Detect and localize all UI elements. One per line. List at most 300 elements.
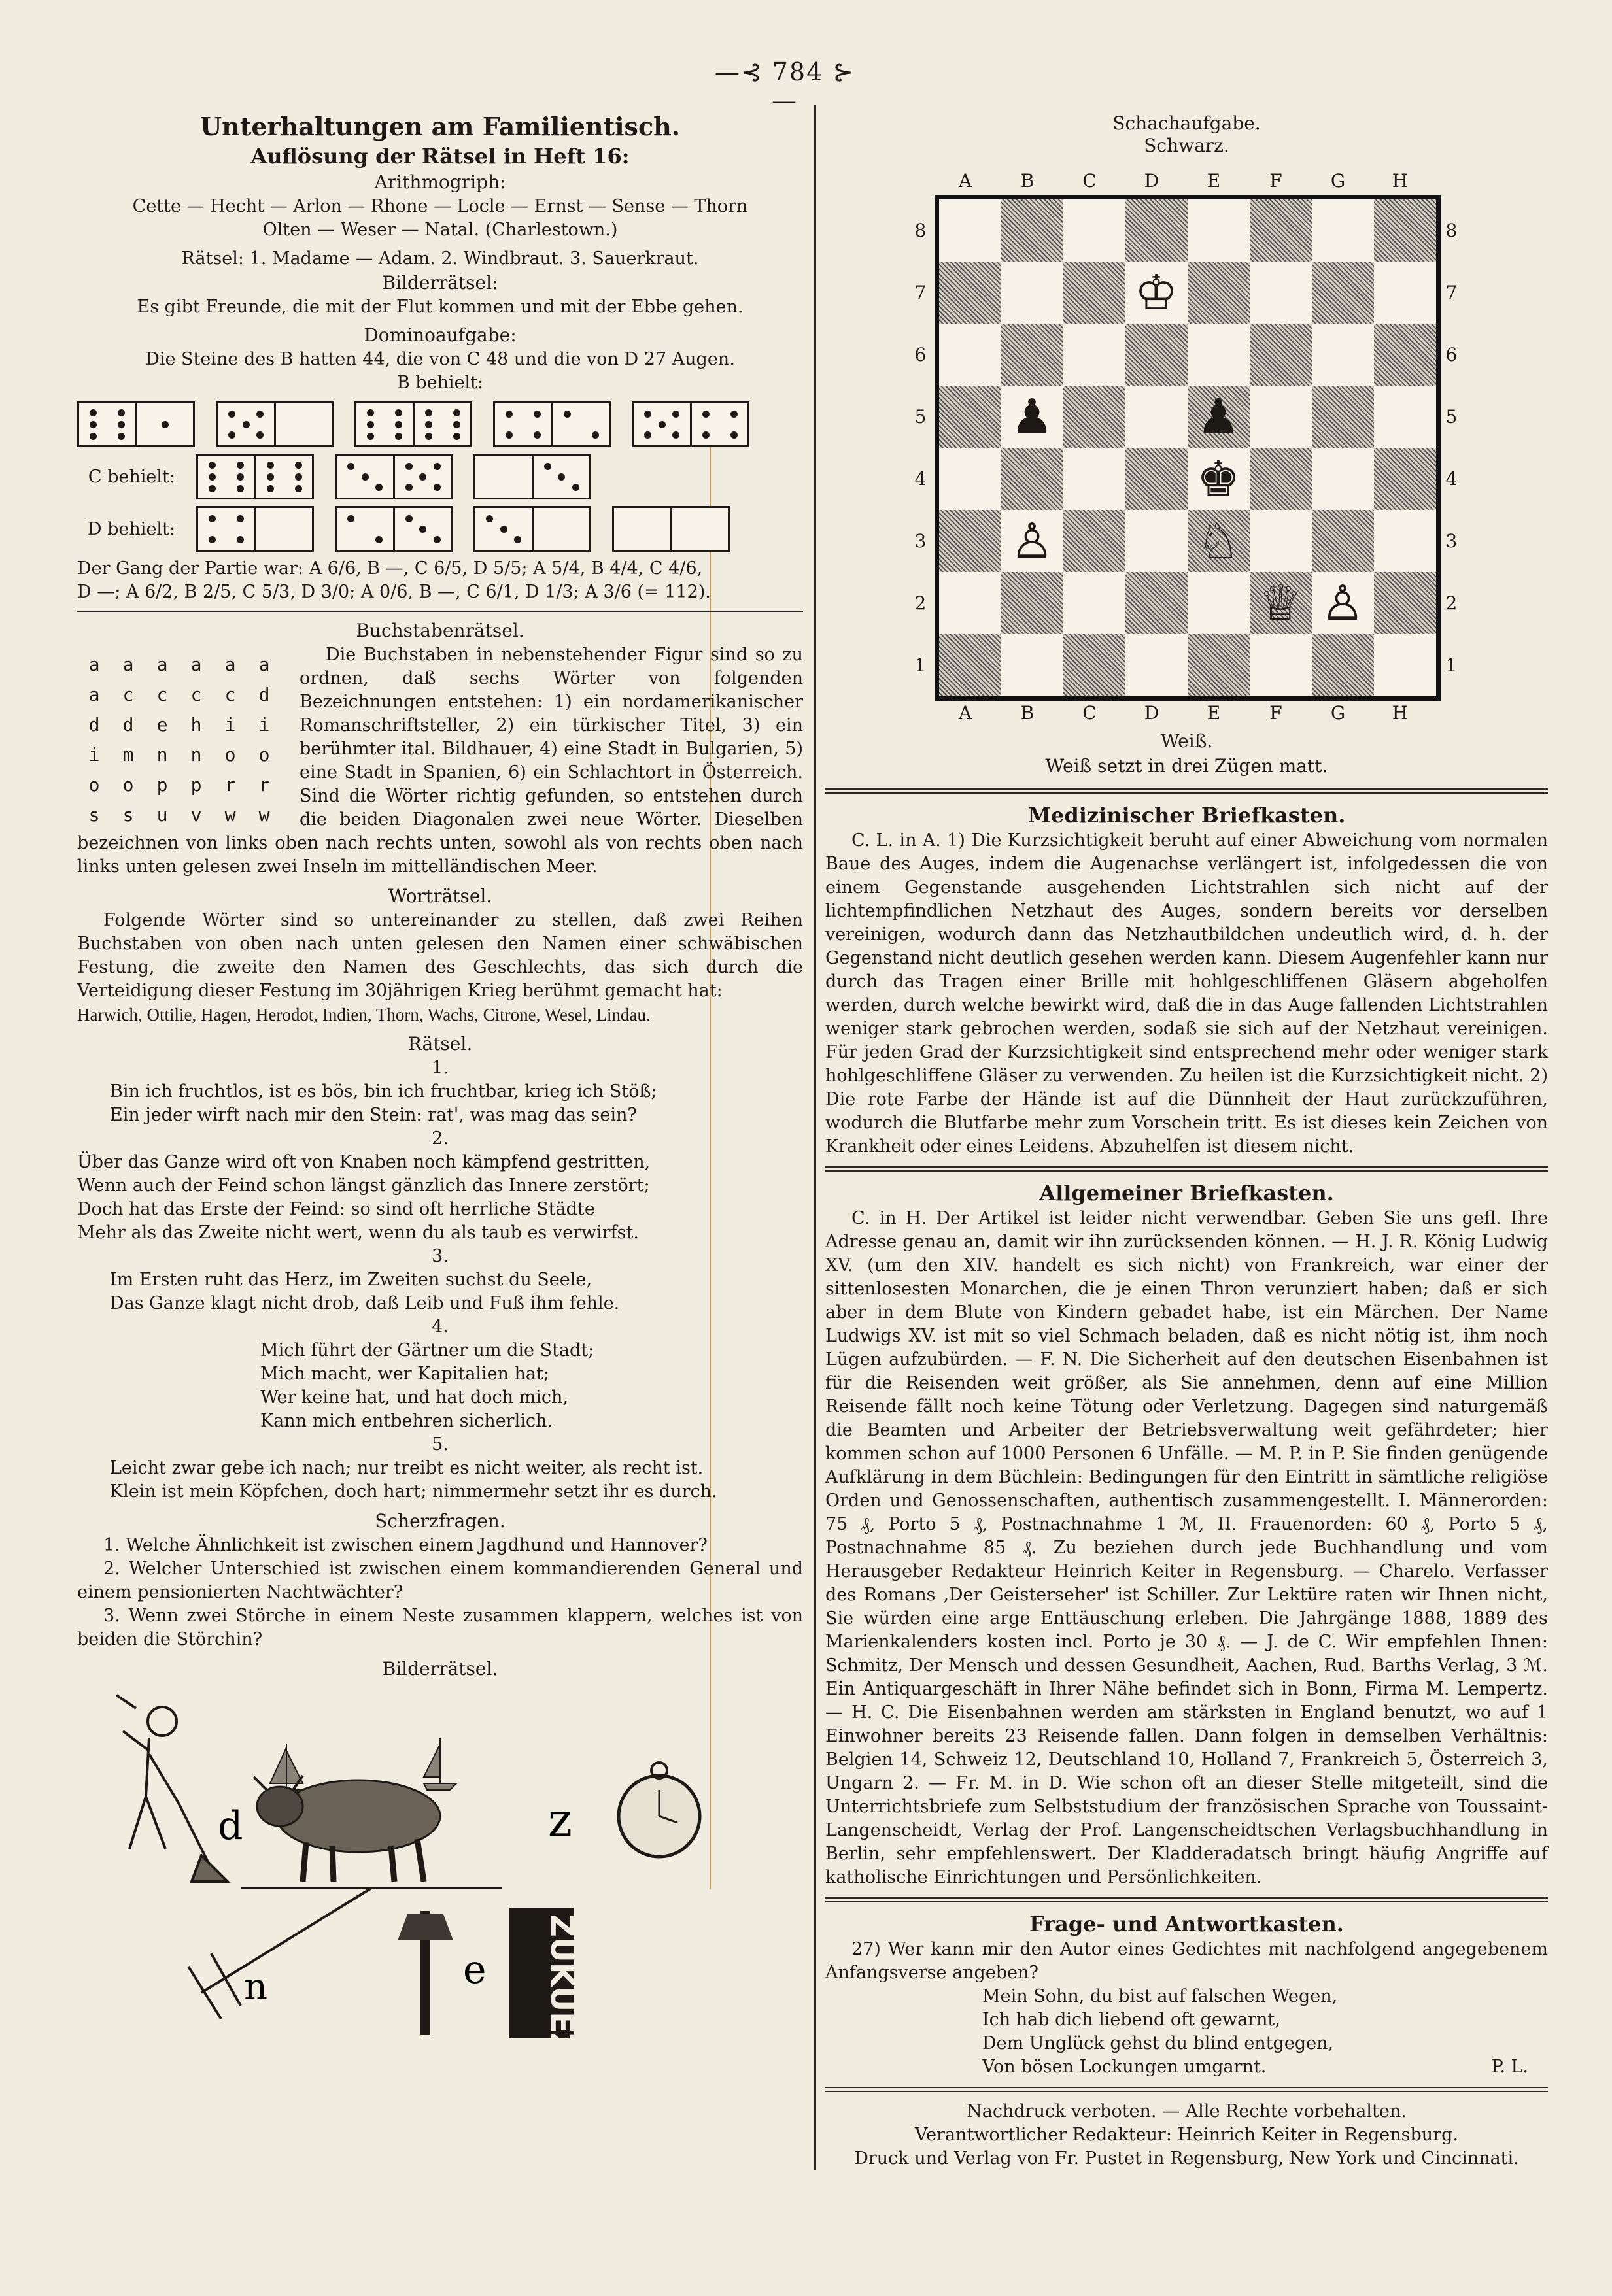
domino-pip [118, 433, 125, 440]
square-g5 [1312, 386, 1374, 448]
square-b4 [1001, 448, 1063, 510]
domino-pip [425, 421, 432, 428]
domino-pip [730, 411, 738, 418]
domino-pip [209, 536, 216, 543]
square-a8 [939, 199, 1001, 262]
file-label: G [1330, 702, 1346, 724]
riddle-verse [77, 1339, 803, 1433]
domino-pip [434, 484, 441, 491]
poem-line: Dem Unglück gehst du blind entgegen, [982, 2033, 1334, 2053]
rank-label: 8 [1445, 220, 1458, 241]
file-labels-top [935, 170, 1441, 192]
domino-pip [434, 463, 441, 470]
domino-pip [395, 433, 402, 440]
riddle-line: Doch hat das Erste der Feind: so sind oft herrliche Städte [77, 1199, 595, 1219]
qa-text: 27) Wer kann mir den Autor eines Gedichtes mit nachfolgend angegebenem Anfangsverse angeben? [825, 1939, 1548, 1983]
square-h3 [1374, 510, 1436, 572]
square-b5 [1001, 386, 1063, 448]
letter-cell: a [88, 684, 100, 705]
square-a4 [939, 448, 1001, 510]
rank-label: 4 [1445, 468, 1458, 490]
riddle-line: Mich macht, wer Kapitalien hat; [260, 1364, 549, 1384]
chess-black-label: Schwarz. [1144, 135, 1229, 156]
riddle-line: Über das Ganze wird oft von Knaben noch kämpfend gestritten, [77, 1152, 651, 1172]
square-e3 [1188, 510, 1250, 572]
domino-pip [295, 485, 302, 492]
file-label: G [1330, 170, 1346, 192]
square-g3 [1312, 510, 1374, 572]
file-labels-bottom [935, 702, 1441, 724]
riddle-line: Wer keine hat, und hat doch mich, [260, 1387, 568, 1408]
riddle-line: Das Ganze klagt nicht drob, daß Leib und Fuß ihm fehle. [110, 1293, 620, 1313]
rebus-block-text: ZUKUEZ [543, 1914, 580, 2045]
riddle-number: 1. [432, 1058, 449, 1078]
qa-heading: Frage- und Antwortkasten. [1029, 1912, 1344, 1936]
domino-pip [702, 411, 710, 418]
file-label: H [1392, 170, 1409, 192]
footer-publisher: Druck und Verlag von Fr. Pustet in Regensburg, New York und Cincinnati. [854, 2148, 1519, 2169]
rank-labels-left [915, 199, 927, 696]
file-label: B [1020, 170, 1035, 192]
letter-cell: i [88, 744, 100, 766]
domino-pip [237, 536, 244, 543]
domino-pip [295, 473, 302, 481]
square-b2 [1001, 572, 1063, 634]
domino-pip [118, 409, 125, 416]
domino-half [274, 403, 332, 445]
domino-half [198, 508, 254, 550]
domino-row-b [77, 401, 803, 447]
domino-half [356, 403, 413, 445]
letter-cell: v [190, 804, 202, 826]
chess-piece: ♟ [1010, 388, 1054, 445]
domino-half [532, 456, 590, 498]
letter-cell: o [122, 774, 134, 796]
left-column [77, 111, 803, 2045]
letter-cell: c [156, 684, 168, 705]
domino-half [198, 456, 254, 498]
square-f7 [1250, 262, 1312, 324]
domino-pip [486, 515, 493, 522]
chess-piece: ♙ [1010, 513, 1054, 569]
domino-half [254, 508, 313, 550]
domino-pip [453, 409, 460, 416]
domino-tile [473, 454, 591, 499]
divider [825, 1897, 1548, 1902]
letter-cell: d [122, 714, 134, 735]
riddle-line: Wenn auch der Feind schon längst gänzlich das Innere zerstört; [77, 1175, 650, 1196]
domino-pip [419, 526, 426, 533]
domino-pip [419, 473, 426, 481]
rank-labels-right [1446, 199, 1458, 696]
square-d7 [1125, 262, 1188, 324]
square-f1 [1250, 634, 1312, 696]
square-e1 [1188, 634, 1250, 696]
square-h4 [1374, 448, 1436, 510]
riddle-number: 4. [432, 1317, 449, 1337]
square-c5 [1063, 386, 1125, 448]
domino-pip [425, 433, 432, 440]
domino-half [337, 508, 393, 550]
domino-half [690, 403, 748, 445]
rank-label: 6 [914, 344, 927, 365]
letter-cell: a [258, 654, 270, 675]
rank-label: 8 [914, 220, 927, 241]
medical-heading: Medizinischer Briefkasten. [1027, 803, 1346, 828]
rank-label: 5 [1445, 406, 1458, 428]
domino-pip [367, 409, 374, 416]
domino-pip [295, 462, 302, 469]
square-d3 [1125, 510, 1188, 572]
square-c3 [1063, 510, 1125, 572]
ox-drawing [241, 1776, 502, 1888]
square-g2 [1312, 572, 1374, 634]
domino-pip [209, 485, 216, 492]
domino-pip [534, 431, 541, 439]
square-a7 [939, 262, 1001, 324]
square-h7 [1374, 262, 1436, 324]
domino-pip [375, 536, 383, 543]
letter-cell: a [88, 654, 100, 675]
square-b6 [1001, 324, 1063, 386]
domino-pip [375, 484, 383, 491]
riddle-line: Mich führt der Gärtner um die Stadt; [260, 1340, 594, 1360]
domino-tile [216, 401, 334, 447]
square-g4 [1312, 448, 1374, 510]
square-g1 [1312, 634, 1374, 696]
file-label: F [1269, 170, 1282, 192]
rank-label: 1 [914, 654, 927, 676]
medical-text: C. L. in A. 1) Die Kurzsichtigkeit beruht auf einer Abweichung vom normalen Baue des Auges, indem die Augenachse verlängert ist, infolgedessen die von einem Gegenstande ausgehenden Lichtstrahlen sich nicht auf der lichtempfindlichen Netzhaut des Auges, sondern bereits vor derselben vereinigen, wodurch dann das Netzhautbildchen undeutlich wird, d. h. der Gegenstand nicht deutlich gesehen werden kann. Diesem Augenfehler kann nur durch das Tragen einer Brille mit hohlgeschliffenen Gläsern abgeholfen werden, durch welche bewirkt wird, daß die in das Auge fallenden Lichtstrahlen weniger stark gebrochen werden, sodaß sie sich auf der Netzhaut vereinigen. Für jeden Grad der Kurzsichtigkeit sind entsprechend mehr oder weniger stark hohlgeschliffene Gläser zu verwenden. Zu heilen ist die Kurzsichtigkeit nicht. 2) Die rote Farbe der Hände ist auf die Dünnheit der Haut zurückzuführen, wodurch die Blutfarbe mehr zum Vorschein tritt. Es ist dieses kein Zeichen von Krankheit oder eines Leidens. Abzuhelfen ist diesem nicht. [825, 830, 1548, 1156]
square-f3 [1250, 510, 1312, 572]
riddle-line: Klein ist mein Köpfchen, doch hart; nimmermehr setzt ihr es durch. [110, 1481, 717, 1502]
letter-cell: d [88, 714, 100, 735]
pocket-watch [619, 1763, 700, 1857]
square-b8 [1001, 199, 1063, 262]
rebus-illustration [77, 1692, 803, 2045]
domino-pip [243, 421, 250, 428]
poem-line-text: Von bösen Lockungen umgarnt. [982, 2057, 1267, 2077]
domino-pip [500, 526, 507, 533]
divider [77, 611, 803, 612]
rebus-letter-n: n [244, 1966, 268, 2008]
domino-tile [473, 506, 591, 552]
square-h2 [1374, 572, 1436, 634]
letter-cell: s [88, 804, 100, 826]
chess-piece: ♙ [1320, 575, 1365, 632]
chess-piece: ♟ [1196, 388, 1241, 445]
square-d5 [1125, 386, 1188, 448]
riddle-line: Leicht zwar gebe ich nach; nur treibt es nicht weiter, als recht ist. [110, 1458, 704, 1478]
wortraetsel-text: Folgende Wörter sind so untereinander zu stellen, daß zwei Reihen Buchstaben von oben nach unten gelesen den Namen einer schwäbischen Festung, die zweite den Namen des Geschlechts, das sich durch die Verteidigung dieser Festung im 30jährigen Krieg berühmt gemacht hat: [77, 910, 803, 1001]
letter-cell: n [190, 744, 202, 766]
letter-grid-row [77, 710, 286, 740]
domino-pip [209, 462, 216, 469]
domino-tile [632, 401, 749, 447]
domino-pip [453, 421, 460, 428]
chess-piece: ♘ [1196, 513, 1241, 569]
letter-grid-row [77, 680, 286, 710]
gang-line-2: D —; A 6/2, B 2/5, C 5/3, D 3/0; A 0/6, B —, C 6/1, D 1/3; A 3/6 (= 112). [77, 582, 711, 602]
domino-pip [90, 433, 97, 440]
domino-pip [644, 431, 651, 439]
chess-white-label: Weiß. [1160, 730, 1213, 752]
bilderraetsel-solution: Es gibt Freunde, die mit der Flut kommen und mit der Ebbe gehen. [137, 297, 744, 317]
riddle-line: Ein jeder wirft nach mir den Stein: rat', was mag das sein? [110, 1105, 637, 1125]
domino-pip [644, 411, 651, 418]
domino-pip [672, 411, 679, 418]
domino-half [551, 403, 609, 445]
square-d2 [1125, 572, 1188, 634]
domino-pip [730, 431, 738, 439]
rank-label: 3 [914, 530, 927, 552]
rebus-picture [77, 1692, 803, 2045]
letter-cell: n [156, 744, 168, 766]
square-b7 [1001, 262, 1063, 324]
file-label: C [1082, 170, 1097, 192]
square-f4 [1250, 448, 1312, 510]
riddle-line: Im Ersten ruht das Herz, im Zweiten suchst du Seele, [110, 1270, 592, 1290]
riddle-verse [77, 1151, 803, 1245]
domino-pip [534, 411, 541, 418]
poem [825, 1985, 1548, 2079]
domino-tile [493, 401, 611, 447]
letter-cell: i [258, 714, 270, 735]
domino-pip [256, 411, 264, 418]
rebus-letter-e: e [463, 1947, 487, 1993]
domino-half [475, 508, 532, 550]
square-g6 [1312, 324, 1374, 386]
letter-cell: p [156, 774, 168, 796]
letter-cell: o [88, 774, 100, 796]
raetsel-solution: Rätsel: 1. Madame — Adam. 2. Windbraut. 3. Sauerkraut. [181, 248, 699, 269]
domino-half [413, 403, 471, 445]
square-g8 [1312, 199, 1374, 262]
square-f2 [1250, 572, 1312, 634]
domino-pip [405, 515, 413, 522]
section-title: Unterhaltungen am Familientisch. [200, 112, 680, 141]
square-a2 [939, 572, 1001, 634]
domino-half [135, 403, 194, 445]
domino-pip [506, 411, 513, 418]
rebus-letter-z: z [548, 1793, 572, 1847]
axe-drawing [398, 1911, 453, 2035]
signature: P. L. [1491, 2057, 1528, 2077]
domino-half [393, 508, 451, 550]
square-a5 [939, 386, 1001, 448]
wortraetsel-heading: Worträtsel. [388, 885, 492, 907]
domino-pip [267, 485, 274, 492]
letter-cell: a [122, 654, 134, 675]
domino-half [634, 403, 690, 445]
domino-pip [90, 421, 97, 428]
domino-pip [425, 409, 432, 416]
domino-pip [564, 411, 571, 418]
file-label: D [1144, 702, 1159, 724]
rank-label: 2 [914, 592, 927, 614]
square-d8 [1125, 199, 1188, 262]
rank-label: 7 [914, 282, 927, 303]
square-c2 [1063, 572, 1125, 634]
rank-label: 4 [914, 468, 927, 490]
letter-grid-row [77, 740, 286, 770]
chess-heading: Schachaufgabe. [1112, 112, 1261, 134]
square-h8 [1374, 199, 1436, 262]
footer-rights: Nachdruck verboten. — Alle Rechte vorbehalten. [967, 2101, 1407, 2121]
domino-pip [702, 431, 710, 439]
riddle-number: 2. [432, 1128, 449, 1149]
square-g7 [1312, 262, 1374, 324]
letter-cell: r [224, 774, 236, 796]
domino-half [79, 403, 135, 445]
rank-label: 2 [1445, 592, 1458, 614]
square-e4 [1188, 448, 1250, 510]
letter-cell: a [156, 654, 168, 675]
rank-label: 6 [1445, 344, 1458, 365]
poem-line: Mein Sohn, du bist auf falschen Wegen, [982, 1986, 1338, 2006]
rebus-block-letters [509, 1908, 580, 2045]
chess-piece: ♚ [1196, 450, 1241, 507]
domino-pip [362, 473, 369, 481]
d-label: D behielt: [87, 518, 175, 539]
domino-pip [405, 484, 413, 491]
buchstabenraetsel-heading: Buchstabenrätsel. [356, 620, 524, 641]
letter-cell: e [156, 714, 168, 735]
file-label: H [1392, 702, 1409, 724]
domino-tile [77, 401, 195, 447]
poem-line [982, 2055, 1548, 2079]
file-label: F [1269, 702, 1282, 724]
letter-cell: w [258, 804, 270, 826]
general-text: C. in H. Der Artikel ist leider nicht verwendbar. Geben Sie uns gefl. Ihre Adresse genau an, damit wir ihn zurücksenden können. — H. J. R. König Ludwig XV. (um den XIV. handelt es sich nicht) von Frankreich, war einer der sittenlosesten Monarchen, die je einen Thron verunziert haben; daß er sich aber in dem Blute von Kindern gebadet habe, ist ein Märchen. Der Name Ludwigs XV. ist mit so viel Schmach beladen, daß es nicht nötig ist, ihm noch Lügen aufzubürden. — F. N. Die Sicherheit auf den deutschen Eisenbahnen ist für die Reisenden weit größer, als Sie annehmen, denn auf eine Million Reisende fällt noch keine Tötung oder Verletzung. Dagegen sind naturgemäß die Beamten und Arbeiter der Betriebsverwaltung weit gefährdeter; hier kommen schon auf 1000 Personen 6 Unfälle. — M. P. in P. Sie finden genügende Aufklärung in dem Büchlein: Bedingungen für den Eintritt in sämtliche religiöse Orden und Genossenschaften, authentisch zusammengestellt. I. Männerorden: 75 ₰, Porto 5 ₰, Postnachnahme 1 ℳ, II. Frauenorden: 60 ₰, Porto 5 ₰, Postnachnahme 85 ₰. Zu beziehen durch jede Buchhandlung und vom Herausgeber Redakteur Heinrich Keiter in Regensburg. — Charelo. Verfasser des Romans ‚Der Geisterseher' ist Schiller. Zur Lektüre raten wir Ihnen nicht, Sie würden eine arge Enttäuschung erleben. Die Jahrgänge 1888, 1889 des Marienkalenders kosten incl. Porto je 30 ₰. — J. de C. Wir empfehlen Ihnen: Schmitz, Der Mensch und dessen Gesundheit, Aachen, Rud. Barths Verlag, 3 ℳ. Ein Antiquargeschäft in Ihrer Nähe befindet sich in Bonn, Firma M. Lempertz. — H. C. Die Eisenbahnen werden am stärksten in England benutzt, wo auf 1 Einwohner bereits 23 Reisende fallen. Dann folgen in demselben Verhältnis: Belgien 14, Schweiz 12, Deutschland 10, Holland 7, Frankreich 5, Österreich 3, Ungarn 2. — Fr. M. in D. Wie schon oft an dieser Stelle mitgeteilt, sind die Unterrichtsbriefe zum Selbststudium der französischen Sprache von Toussaint-Langenscheidt, Verlag der Prof. Langenscheidtschen Verlagsbuchhandlung in Berlin, sehr empfehlenswert. Der Kladderadatsch bringt häufig Angriffe auf katholische Einrichtungen und Persönlichkeiten. [825, 1208, 1548, 1887]
domino-pip [228, 411, 235, 418]
arithmogriph-line-1: Cette — Hecht — Arlon — Rhone — Locle — Ernst — Sense — Thorn [132, 196, 748, 216]
square-h6 [1374, 324, 1436, 386]
page-number-value: 784 [772, 58, 824, 86]
riddle-line: Mehr als das Zweite nicht wert, wenn du als taub es verwirfst. [77, 1223, 639, 1243]
letter-cell: o [224, 744, 236, 766]
domino-tile [612, 506, 730, 552]
raetsel-heading: Rätsel. [407, 1033, 473, 1055]
divider [825, 1166, 1548, 1172]
square-e8 [1188, 199, 1250, 262]
chess-piece: ♔ [1134, 264, 1178, 321]
file-label: C [1082, 702, 1097, 724]
domino-pip [209, 515, 216, 522]
square-c7 [1063, 262, 1125, 324]
letter-cell: c [190, 684, 202, 705]
domino-half [254, 456, 313, 498]
letter-grid-row [77, 650, 286, 680]
domino-pip [514, 536, 521, 543]
domino-half [218, 403, 274, 445]
domino-pip [237, 485, 244, 492]
domino-pip [347, 463, 354, 470]
riddle-line: Bin ich fruchtlos, ist es bös, bin ich fruchtbar, krieg ich Stöß; [110, 1081, 657, 1102]
b-label: B behielt: [396, 373, 484, 393]
letter-cell: m [122, 744, 134, 766]
square-c6 [1063, 324, 1125, 386]
domino-pip [506, 431, 513, 439]
file-label: B [1020, 702, 1035, 724]
riddle-line: Kann mich entbehren sicherlich. [260, 1411, 553, 1431]
file-label: E [1207, 170, 1221, 192]
c-label: C behielt: [88, 466, 175, 487]
square-a1 [939, 634, 1001, 696]
general-heading: Allgemeiner Briefkasten. [1039, 1181, 1334, 1206]
letter-cell: r [258, 774, 270, 796]
chess-piece: ♕ [1258, 575, 1303, 632]
square-d4 [1125, 448, 1188, 510]
chess-diagram [893, 156, 1481, 731]
riddle-verse [77, 1457, 803, 1504]
letter-cell: c [224, 684, 236, 705]
square-c8 [1063, 199, 1125, 262]
domino-pip [367, 421, 374, 428]
domino-pip [405, 463, 413, 470]
chess-caption: Weiß setzt in drei Zügen matt. [1045, 755, 1328, 777]
square-h5 [1374, 386, 1436, 448]
divider [825, 2087, 1548, 2092]
letter-cell: p [190, 774, 202, 796]
square-e6 [1188, 324, 1250, 386]
domino-pip [256, 431, 264, 439]
letter-cell: u [156, 804, 168, 826]
domino-pip [592, 431, 599, 439]
domino-text: Die Steine des B hatten 44, die von C 48 und die von D 27 Augen. [145, 349, 735, 369]
domino-half [337, 456, 393, 498]
domino-pip [237, 473, 244, 481]
letter-grid-row [77, 800, 286, 830]
domino-pip [347, 515, 354, 522]
domino-heading: Dominoaufgabe: [364, 324, 517, 346]
letter-cell: w [224, 804, 236, 826]
domino-pip [237, 515, 244, 522]
letter-cell: i [224, 714, 236, 735]
square-f6 [1250, 324, 1312, 386]
domino-pip [395, 421, 402, 428]
rank-label: 3 [1445, 530, 1458, 552]
square-h1 [1374, 634, 1436, 696]
file-label: E [1207, 702, 1221, 724]
letter-cell: o [258, 744, 270, 766]
domino-pip [453, 433, 460, 440]
poem-line: Ich hab dich liebend oft gewarnt, [982, 2010, 1280, 2030]
domino-pip [572, 484, 579, 491]
file-label: A [958, 170, 972, 192]
square-a3 [939, 510, 1001, 572]
domino-half [614, 508, 670, 550]
right-column [825, 111, 1548, 2170]
scherzfrage: 3. Wenn zwei Störche in einem Neste zusammen klappern, welches ist von beiden die Störchin? [77, 1606, 803, 1649]
domino-pip [558, 473, 565, 481]
column-divider [814, 105, 816, 2170]
domino-pip [237, 462, 244, 469]
square-a6 [939, 324, 1001, 386]
domino-pip [267, 473, 274, 481]
riddle-list [77, 1056, 803, 1504]
square-d1 [1125, 634, 1188, 696]
page-number: —⊰ 784 ⊱— [714, 58, 855, 115]
file-label: A [958, 702, 972, 724]
square-f5 [1250, 386, 1312, 448]
domino-half [495, 403, 551, 445]
domino-pip [672, 431, 679, 439]
square-f8 [1250, 199, 1312, 262]
square-e2 [1188, 572, 1250, 634]
rank-label: 7 [1445, 282, 1458, 303]
square-c1 [1063, 634, 1125, 696]
